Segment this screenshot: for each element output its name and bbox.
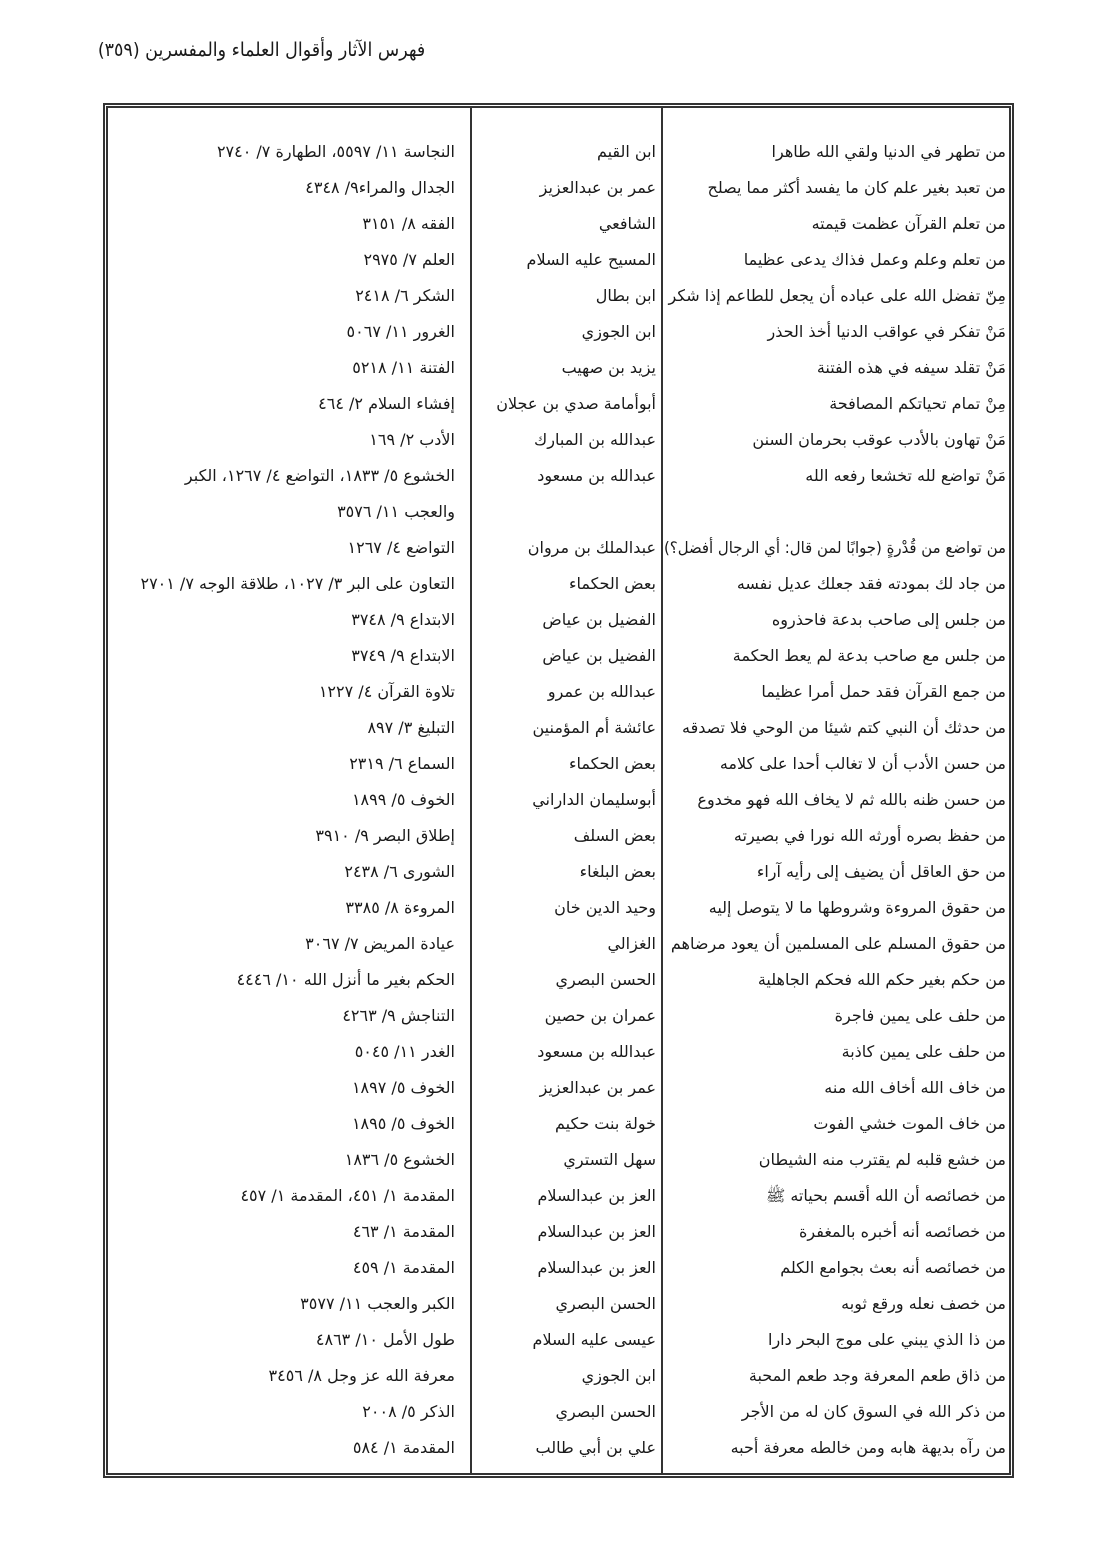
topic-reference-line: التواضع ٤/ ١٢٦٧ bbox=[347, 538, 455, 557]
index-row bbox=[108, 854, 1009, 890]
index-row bbox=[108, 1394, 1009, 1430]
topic-reference bbox=[108, 1178, 471, 1214]
quote-text-line: من جاد لك بمودته فقد جعلك عديل نفسه bbox=[736, 574, 1006, 593]
quote-text-line: من رآه بديهة هابه ومن خالطه معرفة أحبه bbox=[730, 1438, 1006, 1457]
index-row bbox=[108, 1106, 1009, 1142]
quote-text bbox=[662, 1394, 1009, 1430]
attribution-line: عبدالملك بن مروان bbox=[527, 538, 656, 557]
topic-reference-line: الشكر ٦/ ٢٤١٨ bbox=[355, 286, 455, 305]
index-row bbox=[108, 818, 1009, 854]
index-row bbox=[108, 1430, 1009, 1466]
quote-text bbox=[662, 962, 1009, 998]
topic-reference bbox=[108, 530, 471, 566]
attribution-line: أبوأمامة صدي بن عجلان bbox=[496, 394, 656, 413]
attribution-line: ابن الجوزي bbox=[581, 1366, 656, 1385]
index-row bbox=[108, 134, 1009, 170]
quote-text-line: من جلس إلى صاحب بدعة فاحذروه bbox=[771, 610, 1006, 629]
quote-text bbox=[662, 1322, 1009, 1358]
topic-reference-line: التناجش ٩/ ٤٢٦٣ bbox=[342, 1006, 455, 1025]
attribution bbox=[471, 1250, 662, 1286]
attribution-line: ابن بطال bbox=[595, 286, 656, 305]
attribution-line: سهل التستري bbox=[563, 1150, 656, 1169]
index-row bbox=[108, 1322, 1009, 1358]
topic-reference bbox=[108, 566, 471, 602]
attribution-line: الفضيل بن عياض bbox=[542, 610, 656, 629]
topic-reference-line: الخشوع ٥/ ١٨٣٣، التواضع ٤/ ١٢٦٧، الكبر bbox=[184, 466, 455, 485]
topic-reference-line: الخوف ٥/ ١٨٩٧ bbox=[351, 1078, 455, 1097]
topic-reference bbox=[108, 638, 471, 674]
quote-text bbox=[662, 710, 1009, 746]
topic-reference bbox=[108, 1250, 471, 1286]
attribution-line: بعض البلغاء bbox=[579, 862, 656, 881]
attribution bbox=[471, 314, 662, 350]
attribution bbox=[471, 674, 662, 710]
attribution bbox=[471, 206, 662, 242]
topic-reference bbox=[108, 602, 471, 638]
quote-text bbox=[662, 1214, 1009, 1250]
index-row bbox=[108, 1358, 1009, 1394]
index-row bbox=[108, 746, 1009, 782]
attribution bbox=[471, 638, 662, 674]
attribution-line: بعض الحكماء bbox=[569, 754, 656, 773]
quote-text bbox=[662, 1286, 1009, 1322]
topic-reference-line: إطلاق البصر ٩/ ٣٩١٠ bbox=[315, 826, 455, 845]
attribution bbox=[471, 1214, 662, 1250]
topic-reference-line: السماع ٦/ ٢٣١٩ bbox=[349, 754, 455, 773]
index-row bbox=[108, 1034, 1009, 1070]
index-row bbox=[108, 422, 1009, 458]
topic-reference-line: الغرور ١١/ ٥٠٦٧ bbox=[346, 322, 455, 341]
quote-text-line: من خصائصه أنه أخبره بالمغفرة bbox=[799, 1222, 1006, 1241]
attribution bbox=[471, 134, 662, 170]
topic-reference-line: العلم ٧/ ٢٩٧٥ bbox=[363, 250, 455, 269]
topic-reference-line: الفتنة ١١/ ٥٢١٨ bbox=[352, 358, 455, 377]
topic-reference-line: الخشوع ٥/ ١٨٣٦ bbox=[344, 1150, 455, 1169]
index-row bbox=[108, 170, 1009, 206]
attribution-line: الغزالي bbox=[607, 934, 656, 953]
topic-reference bbox=[108, 422, 471, 458]
topic-reference bbox=[108, 1286, 471, 1322]
attribution bbox=[471, 926, 662, 962]
quote-text bbox=[662, 1430, 1009, 1466]
topic-reference-line: الابتداع ٩/ ٣٧٤٨ bbox=[351, 610, 455, 629]
index-row bbox=[108, 1214, 1009, 1250]
attribution bbox=[471, 1430, 662, 1466]
attribution bbox=[471, 1286, 662, 1322]
attribution-line: خولة بنت حكيم bbox=[555, 1114, 656, 1133]
quote-text-line: مِنْ تمام تحياتكم المصافحة bbox=[829, 394, 1006, 413]
attribution-line: الفضيل بن عياض bbox=[542, 646, 656, 665]
index-row bbox=[108, 206, 1009, 242]
index-row bbox=[108, 350, 1009, 386]
attribution bbox=[471, 962, 662, 998]
quote-text-line: من حلف على يمين فاجرة bbox=[834, 1006, 1006, 1025]
index-row bbox=[108, 1286, 1009, 1322]
attribution bbox=[471, 1394, 662, 1430]
topic-reference bbox=[108, 710, 471, 746]
index-row bbox=[108, 278, 1009, 314]
attribution-line: عمر بن عبدالعزيز bbox=[539, 1078, 656, 1097]
attribution bbox=[471, 1322, 662, 1358]
quote-text bbox=[662, 746, 1009, 782]
quote-text-line: من حقوق المسلم على المسلمين أن يعود مرضاهم bbox=[670, 934, 1006, 953]
quote-text-line: من حسن الأدب أن لا تغالب أحدا على كلامه bbox=[719, 754, 1006, 773]
quote-text-line: من حقوق المروءة وشروطها ما لا يتوصل إليه bbox=[708, 898, 1006, 917]
topic-reference-line: الشورى ٦/ ٢٤٣٨ bbox=[344, 862, 455, 881]
quote-text bbox=[662, 926, 1009, 962]
topic-reference bbox=[108, 458, 471, 530]
attribution bbox=[471, 566, 662, 602]
topic-reference bbox=[108, 1394, 471, 1430]
attribution bbox=[471, 530, 662, 566]
topic-reference bbox=[108, 1142, 471, 1178]
quote-text-line: مَنْ تفكر في عواقب الدنيا أخذ الحذر bbox=[767, 322, 1006, 341]
attribution bbox=[471, 242, 662, 278]
topic-reference-line: المقدمة ١/ ٤٥١، المقدمة ١/ ٤٥٧ bbox=[240, 1186, 455, 1205]
quote-text bbox=[662, 998, 1009, 1034]
attribution-line: العز بن عبدالسلام bbox=[537, 1258, 656, 1277]
attribution-line: بعض الحكماء bbox=[569, 574, 656, 593]
quote-text-line: من حفظ بصره أورثه الله نورا في بصيرته bbox=[733, 826, 1006, 845]
attribution bbox=[471, 350, 662, 386]
topic-reference-line: المقدمة ١/ ٤٥٩ bbox=[352, 1258, 455, 1277]
topic-reference bbox=[108, 170, 471, 206]
index-row bbox=[108, 566, 1009, 602]
topic-reference-line: النجاسة ١١/ ٥٥٩٧، الطهارة ٧/ ٢٧٤٠ bbox=[216, 142, 455, 161]
attribution-line: بعض السلف bbox=[573, 826, 656, 845]
topic-reference bbox=[108, 926, 471, 962]
attribution-line: عبدالله بن مسعود bbox=[537, 1042, 656, 1061]
topic-reference bbox=[108, 350, 471, 386]
quote-text bbox=[662, 314, 1009, 350]
quote-text bbox=[662, 1358, 1009, 1394]
quote-text bbox=[662, 386, 1009, 422]
quote-text bbox=[662, 242, 1009, 278]
topic-reference bbox=[108, 314, 471, 350]
topic-reference-line: الذكر ٥/ ٢٠٠٨ bbox=[362, 1402, 455, 1421]
topic-reference-line: الابتداع ٩/ ٣٧٤٩ bbox=[351, 646, 455, 665]
index-row bbox=[108, 962, 1009, 998]
quote-text bbox=[662, 1250, 1009, 1286]
quote-text-line: من ذاق طعم المعرفة وجد طعم المحبة bbox=[748, 1366, 1006, 1385]
attribution-line: الحسن البصري bbox=[555, 1402, 656, 1421]
topic-reference-line: الغدر ١١/ ٥٠٤٥ bbox=[354, 1042, 455, 1061]
quote-text-line: من خصائصه أن الله أقسم بحياته ﷺ bbox=[765, 1186, 1006, 1205]
topic-reference bbox=[108, 854, 471, 890]
attribution-line: علي بن أبي طالب bbox=[535, 1438, 656, 1457]
topic-reference bbox=[108, 1214, 471, 1250]
attribution-line: العز بن عبدالسلام bbox=[537, 1222, 656, 1241]
topic-reference-line: والعجب ١١/ ٣٥٧٦ bbox=[337, 502, 455, 521]
index-row bbox=[108, 710, 1009, 746]
attribution bbox=[471, 170, 662, 206]
quote-text bbox=[662, 422, 1009, 458]
attribution-line: المسيح عليه السلام bbox=[526, 250, 656, 269]
topic-reference bbox=[108, 242, 471, 278]
topic-reference bbox=[108, 674, 471, 710]
topic-reference bbox=[108, 1322, 471, 1358]
index-row bbox=[108, 1070, 1009, 1106]
quote-text-line: من خاف الله أخاف الله منه bbox=[824, 1078, 1006, 1097]
topic-reference-line: عيادة المريض ٧/ ٣٠٦٧ bbox=[305, 934, 455, 953]
quote-text bbox=[662, 170, 1009, 206]
index-row bbox=[108, 890, 1009, 926]
attribution bbox=[471, 1142, 662, 1178]
index-row bbox=[108, 314, 1009, 350]
topic-reference-line: إفشاء السلام ٢/ ٤٦٤ bbox=[318, 394, 455, 413]
quote-text bbox=[662, 278, 1009, 314]
index-row bbox=[108, 1178, 1009, 1214]
topic-reference bbox=[108, 1070, 471, 1106]
topic-reference-line: تلاوة القرآن ٤/ ١٢٢٧ bbox=[318, 682, 455, 701]
quote-text-line: من حلف على يمين كاذبة bbox=[841, 1042, 1006, 1061]
quote-text-line: من جمع القرآن فقد حمل أمرا عظيما bbox=[761, 682, 1006, 701]
quote-text-line: مَنْ تواضع لله تخشعا رفعه الله bbox=[805, 466, 1006, 485]
quote-text bbox=[662, 1106, 1009, 1142]
index-row bbox=[108, 530, 1009, 566]
topic-reference bbox=[108, 1430, 471, 1466]
quote-text bbox=[662, 674, 1009, 710]
index-row bbox=[108, 782, 1009, 818]
attribution bbox=[471, 998, 662, 1034]
topic-reference bbox=[108, 782, 471, 818]
index-row bbox=[108, 926, 1009, 962]
index-row bbox=[108, 1250, 1009, 1286]
attribution bbox=[471, 1358, 662, 1394]
topic-reference bbox=[108, 998, 471, 1034]
attribution-line: الشافعي bbox=[598, 214, 656, 233]
quote-text bbox=[662, 458, 1009, 530]
attribution-line: عمران بن حصين bbox=[544, 1006, 656, 1025]
attribution bbox=[471, 1178, 662, 1214]
attribution-line: وحيد الدين خان bbox=[554, 898, 656, 917]
quote-text bbox=[662, 1142, 1009, 1178]
attribution bbox=[471, 782, 662, 818]
topic-reference-line: معرفة الله عز وجل ٨/ ٣٤٥٦ bbox=[268, 1366, 455, 1385]
quote-text-line: من خصف نعله ورقع ثوبه bbox=[841, 1294, 1006, 1313]
attribution-line: الحسن البصري bbox=[555, 970, 656, 989]
attribution-line: الحسن البصري bbox=[555, 1294, 656, 1313]
quote-text-line: مَنْ تقلد سيفه في هذه الفتنة bbox=[816, 358, 1006, 377]
attribution-line: يزيد بن صهيب bbox=[561, 358, 656, 377]
quote-text bbox=[662, 890, 1009, 926]
topic-reference bbox=[108, 134, 471, 170]
quote-text bbox=[662, 638, 1009, 674]
quote-text bbox=[662, 782, 1009, 818]
attribution-line: ابن الجوزي bbox=[581, 322, 656, 341]
attribution bbox=[471, 818, 662, 854]
quote-text-line: من خصائصه أنه بعث بجوامع الكلم bbox=[780, 1258, 1006, 1277]
quote-text-line: من تطهر في الدنيا ولقي الله طاهرا bbox=[771, 142, 1006, 161]
attribution bbox=[471, 278, 662, 314]
quote-text-line: من تعلم القرآن عظمت قيمته bbox=[811, 214, 1006, 233]
quote-text-line: من خاف الموت خشي الفوت bbox=[813, 1114, 1006, 1133]
quote-text-line: من تواضع من قُدْرةٍ (جوابًا لمن قال: أي الرجال أفضل؟) bbox=[663, 538, 1006, 557]
attribution bbox=[471, 422, 662, 458]
quote-text-line: من حسن ظنه بالله ثم لا يخاف الله فهو مخدوع bbox=[697, 790, 1006, 809]
index-row bbox=[108, 1142, 1009, 1178]
topic-reference-line: الخوف ٥/ ١٨٩٥ bbox=[351, 1114, 455, 1133]
topic-reference-line: الخوف ٥/ ١٨٩٩ bbox=[351, 790, 455, 809]
index-row bbox=[108, 242, 1009, 278]
attribution-line: عبدالله بن عمرو bbox=[547, 682, 656, 701]
topic-reference-line: الكبر والعجب ١١/ ٣٥٧٧ bbox=[300, 1294, 455, 1313]
attribution bbox=[471, 1070, 662, 1106]
attribution bbox=[471, 890, 662, 926]
topic-reference bbox=[108, 1358, 471, 1394]
topic-reference bbox=[108, 206, 471, 242]
attribution-line: عبدالله بن المبارك bbox=[534, 430, 656, 449]
topic-reference-line: الفقه ٨/ ٣١٥١ bbox=[362, 214, 455, 233]
attribution-line: ابن القيم bbox=[596, 142, 656, 161]
attribution bbox=[471, 710, 662, 746]
topic-reference bbox=[108, 890, 471, 926]
attribution-line: عمر بن عبدالعزيز bbox=[539, 178, 656, 197]
attribution-line: أبوسليمان الداراني bbox=[532, 790, 656, 809]
index-table-rows bbox=[108, 134, 1009, 1466]
attribution-line: عائشة أم المؤمنين bbox=[532, 718, 656, 737]
index-row bbox=[108, 386, 1009, 422]
quote-text-line: من ذكر الله في السوق كان له من الأجر bbox=[741, 1402, 1006, 1421]
topic-reference-line: المروءة ٨/ ٣٣٨٥ bbox=[345, 898, 455, 917]
attribution bbox=[471, 458, 662, 530]
quote-text-line: من حق العاقل أن يضيف إلى رأيه آراء bbox=[756, 862, 1006, 881]
topic-reference-line: التعاون على البر ٣/ ١٠٢٧، طلاقة الوجه ٧/ ٢٧٠١ bbox=[140, 574, 455, 593]
topic-reference bbox=[108, 818, 471, 854]
quote-text bbox=[662, 350, 1009, 386]
quote-text-line: من حكم بغير حكم الله فحكم الجاهلية bbox=[757, 970, 1006, 989]
quote-text bbox=[662, 854, 1009, 890]
quote-text-line: مِنّ تفضل الله على عباده أن يجعل للطاعم إذا شكر bbox=[668, 286, 1006, 305]
quote-text-line: من تعلم وعلم وعمل فذاك يدعى عظيما bbox=[743, 250, 1006, 269]
quote-text bbox=[662, 206, 1009, 242]
topic-reference-line: الجدال والمراء٩/ ٤٣٤٨ bbox=[305, 178, 455, 197]
quote-text bbox=[662, 1178, 1009, 1214]
topic-reference-line: طول الأمل ١٠/ ٤٨٦٣ bbox=[315, 1330, 455, 1349]
attribution-line: عبدالله بن مسعود bbox=[537, 466, 656, 485]
quote-text-line: من خشع قلبه لم يقترب منه الشيطان bbox=[758, 1150, 1006, 1169]
quote-text bbox=[662, 134, 1009, 170]
quote-text-line: من جلس مع صاحب بدعة لم يعط الحكمة bbox=[732, 646, 1006, 665]
attribution bbox=[471, 602, 662, 638]
topic-reference bbox=[108, 1106, 471, 1142]
attribution bbox=[471, 1106, 662, 1142]
topic-reference bbox=[108, 746, 471, 782]
quote-text bbox=[662, 566, 1009, 602]
quote-text-line: مَنْ تهاون بالأدب عوقب بحرمان السنن bbox=[752, 430, 1006, 449]
quote-text-line: من حدثك أن النبي كتم شيئا من الوحي فلا تصدقه bbox=[682, 718, 1006, 737]
running-header bbox=[98, 36, 425, 64]
attribution bbox=[471, 386, 662, 422]
attribution-line: عيسى عليه السلام bbox=[532, 1330, 656, 1349]
quote-text bbox=[662, 602, 1009, 638]
topic-reference-line: الحكم بغير ما أنزل الله ١٠/ ٤٤٤٦ bbox=[236, 970, 455, 989]
running-header-title: فهرس الآثار وأقوال العلماء والمفسرين (٣٥٩) bbox=[97, 39, 425, 61]
topic-reference bbox=[108, 962, 471, 998]
attribution bbox=[471, 854, 662, 890]
index-row bbox=[108, 602, 1009, 638]
index-row bbox=[108, 674, 1009, 710]
quote-text-line: من تعبد بغير علم كان ما يفسد أكثر مما يصلح bbox=[707, 178, 1006, 197]
index-row bbox=[108, 458, 1009, 530]
index-row bbox=[108, 638, 1009, 674]
quote-text bbox=[662, 530, 1009, 566]
quote-text-line: من ذا الذي يبني على موج البحر دارا bbox=[768, 1330, 1006, 1349]
quote-text bbox=[662, 1034, 1009, 1070]
index-row bbox=[108, 998, 1009, 1034]
quote-text bbox=[662, 818, 1009, 854]
attribution bbox=[471, 746, 662, 782]
topic-reference bbox=[108, 386, 471, 422]
quote-text bbox=[662, 1070, 1009, 1106]
topic-reference bbox=[108, 1034, 471, 1070]
topic-reference-line: المقدمة ١/ ٤٦٣ bbox=[352, 1222, 455, 1241]
attribution bbox=[471, 1034, 662, 1070]
topic-reference-line: الأدب ٢/ ١٦٩ bbox=[369, 430, 455, 449]
attribution-line: العز بن عبدالسلام bbox=[537, 1186, 656, 1205]
topic-reference-line: المقدمة ١/ ٥٨٤ bbox=[352, 1438, 455, 1457]
topic-reference bbox=[108, 278, 471, 314]
topic-reference-line: التبليغ ٣/ ٨٩٧ bbox=[367, 718, 455, 737]
